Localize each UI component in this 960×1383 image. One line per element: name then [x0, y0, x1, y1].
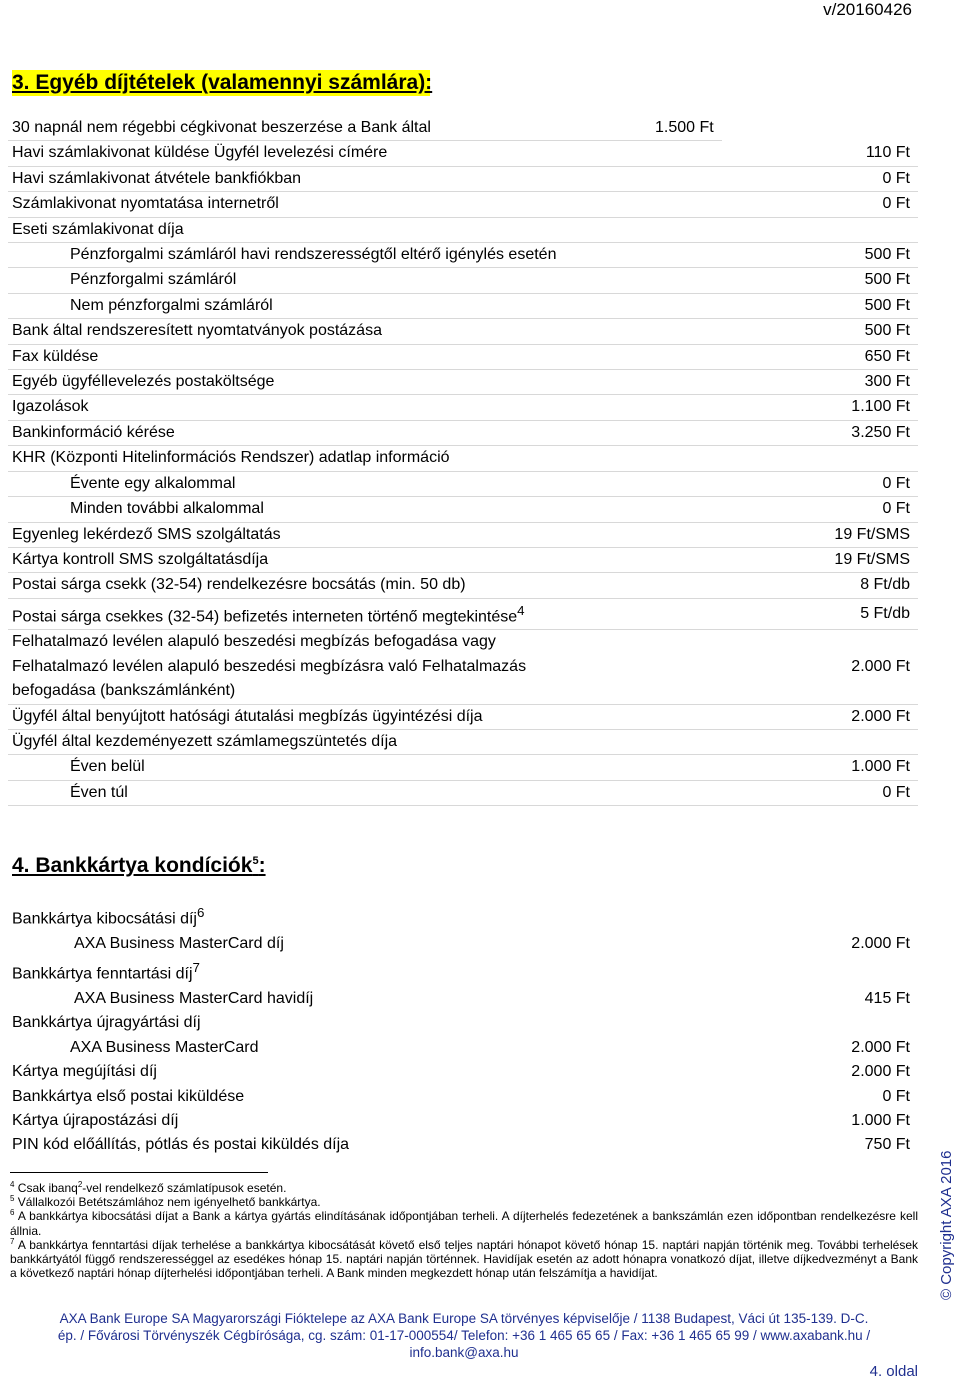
- fee-label: Egyéb ügyféllevelezés postaköltsége: [8, 370, 722, 395]
- fee-value: 110 Ft: [722, 141, 918, 166]
- fee-value: 2.000 Ft: [722, 704, 918, 729]
- fee-value: [722, 730, 918, 755]
- table-row: [8, 344, 918, 369]
- fee-value: 3.250 Ft: [722, 420, 918, 445]
- table-row: [8, 956, 918, 987]
- footnote: $^7$ A bankkártya fenntartási díjak terhelése a bankkártya kibocsátását követő első teljes naptári hónapot követő hónap 15. naptári napján történik meg. További terhelések bankkártyától függő rendszerességgel az esedékes hónap 15. naptári napján történnek. Havidíjak esetén az adott hónapra vonatkozó díjat, illetve díjkedvezményt a Bank a következő naptári hónap díjterhelési időpontjában terheli. A Bank minden megkezdett hónap után felszámítja a havidíjat.: [10, 1236, 919, 1281]
- fee-value: 0 Ft: [882, 1087, 910, 1105]
- fee-label: Minden további alkalommal: [8, 497, 722, 522]
- table-row: [8, 497, 918, 522]
- fee-label: Egyenleg lekérdező SMS szolgáltatás: [8, 522, 722, 547]
- table-row: [8, 1085, 918, 1109]
- copyright-notice: © Copyright AXA 2016: [938, 1150, 955, 1300]
- fee-label: AXA Business MasterCard díj: [74, 934, 284, 952]
- fee-label: KHR (Központi Hitelinformációs Rendszer) adatlap információ: [8, 446, 722, 471]
- fee-label: PIN kód előállítás, pótlás és postai kiküldés díja: [12, 1136, 350, 1154]
- fee-value: [786, 1011, 918, 1035]
- fee-label: Bank által rendszeresített nyomtatványok postázása: [8, 319, 722, 344]
- table-row: [8, 166, 918, 191]
- fee-value: 500 Ft: [722, 268, 918, 293]
- table-row: [8, 319, 918, 344]
- table-row: [8, 630, 918, 704]
- footer-line: AXA Bank Europe SA Magyarországi Fióktelepe az AXA Bank Europe SA törvényes képviselője / 1138 Budapest, Váci út 135-139. D-C.: [59, 1311, 869, 1326]
- fee-label: Pénzforgalmi számláról havi rendszerességtől eltérő igénylés esetén: [8, 243, 722, 268]
- fee-value: 0 Ft: [722, 497, 918, 522]
- page-footer: [10, 1310, 918, 1361]
- fee-value: [786, 901, 918, 932]
- fee-value: 650 Ft: [722, 344, 918, 369]
- table-row: [8, 987, 918, 1011]
- fee-label: Bankinformáció kérése: [8, 420, 722, 445]
- fee-value: 500 Ft: [722, 243, 918, 268]
- footnote-ref: 5: [252, 855, 259, 867]
- fee-value: 500 Ft: [722, 293, 918, 318]
- table-row: [8, 446, 918, 471]
- table-row: [8, 1060, 918, 1084]
- fee-value: 0 Ft: [722, 471, 918, 496]
- fee-label: Havi számlakivonat átvétele bankfiókban: [8, 166, 525, 191]
- fee-label: Postai sárga csekkes (32-54) befizetés interneten történő megtekintése$^4$: [8, 598, 722, 630]
- fee-value: 750 Ft: [864, 1136, 910, 1154]
- fee-label: Eseti számlakivonat díja: [8, 217, 722, 242]
- footer-line: ép. / Fővárosi Törvényszék Cégbírósága, cg. szám: 01-17-000554/ Telefon: +36 1 465 65 65 / Fax: +36 1 465 65 99 / www.axabank.hu /: [57, 1328, 871, 1343]
- fee-value: 19 Ft/SMS: [722, 547, 918, 572]
- fee-label: Kártya megújítási díj: [12, 1063, 157, 1081]
- table-row: [8, 471, 918, 496]
- fee-label: Bankkártya kibocsátási díj$^6$: [12, 905, 205, 928]
- table-row: [8, 573, 918, 598]
- table-row: [8, 192, 918, 217]
- fee-value: 0 Ft: [722, 166, 918, 191]
- fee-value: [722, 217, 918, 242]
- fee-label: Éven belül: [8, 755, 722, 780]
- table-row: [8, 395, 918, 420]
- fee-label: Postai sárga csekk (32-54) rendelkezésre bocsátás (min. 50 db): [8, 573, 722, 598]
- section4-card-table: [8, 901, 918, 1158]
- table-row: [8, 141, 918, 166]
- fee-label: Nem pénzforgalmi számláról: [8, 293, 722, 318]
- fee-label: Számlakivonat nyomtatása internetről: [8, 192, 525, 217]
- fee-label: AXA Business MasterCard: [70, 1038, 259, 1056]
- fee-value: 1.000 Ft: [722, 755, 918, 780]
- section4-title: 4. Bankkártya kondíciók$^5$:: [12, 854, 266, 877]
- fee-value: 1.500 Ft: [525, 116, 721, 141]
- footnote: $^6$ A bankkártya kibocsátási díjat a Bank a kártya gyártás elindításának időpontjában terheli. A díjterhelés fedezetének a bankszámlán ezen időpontban rendelkezésre kell állnia.: [10, 1208, 919, 1238]
- footnote-ref: 4: [517, 602, 525, 618]
- footnote: $^4$ Csak ibanq$^2$-vel rendelkező számlatípusok esetén.: [10, 1180, 287, 1195]
- table-row: [8, 1133, 918, 1157]
- fee-value: 2.000 Ft: [851, 1038, 910, 1056]
- table-row: [8, 932, 918, 956]
- footnote: $^5$ Vállalkozói Betétszámlához nem igényelhető bankkártya.: [10, 1194, 321, 1210]
- fee-value: [786, 956, 918, 987]
- fee-label: Kártya kontroll SMS szolgáltatásdíja: [8, 547, 722, 572]
- section3-title: 3. Egyéb díjtételek (valamennyi számlára):: [12, 71, 433, 94]
- fee-value: 1.100 Ft: [722, 395, 918, 420]
- table-row: [8, 1011, 918, 1035]
- fee-label: Igazolások: [8, 395, 722, 420]
- table-row: [8, 116, 918, 141]
- fee-label: Éven túl: [8, 780, 722, 805]
- fee-label: Évente egy alkalommal: [8, 471, 722, 496]
- fee-value: 0 Ft: [722, 780, 918, 805]
- footnotes: [10, 1181, 918, 1280]
- table-row: [8, 1109, 918, 1133]
- table-row: [8, 217, 918, 242]
- table-row: [8, 420, 918, 445]
- fee-label: Felhatalmazó levélen alapuló beszedési megbízás befogadása vagy Felhatalmazó levélen alapuló beszedési megbízásra való Felhatalmazás befogadása (bankszámlánként): [8, 630, 722, 704]
- table-row: [8, 730, 918, 755]
- table-row: [8, 704, 918, 729]
- fee-label: AXA Business MasterCard havidíj: [74, 989, 314, 1007]
- fee-label: Havi számlakivonat küldése Ügyfél levelezési címére: [8, 141, 525, 166]
- fee-label: Pénzforgalmi számláról: [8, 268, 722, 293]
- fee-label: Ügyfél által kezdeményezett számlamegszüntetés díja: [8, 730, 722, 755]
- fee-label: Bankkártya fenntartási díj$^7$: [12, 960, 200, 983]
- fee-label: Bankkártya első postai kiküldése: [12, 1087, 245, 1105]
- fee-label: Fax küldése: [8, 344, 722, 369]
- fee-value: 8 Ft/db: [722, 573, 918, 598]
- table-row: [8, 370, 918, 395]
- table-row: [8, 268, 918, 293]
- fee-label: Kártya újrapostázási díj: [12, 1111, 179, 1129]
- table-row: [8, 1036, 918, 1060]
- fee-value: 1.000 Ft: [851, 1111, 910, 1129]
- fee-value: 415 Ft: [864, 989, 910, 1007]
- fee-label: Bankkártya újragyártási díj: [12, 1014, 201, 1032]
- fee-value: 2.000 Ft: [851, 934, 910, 952]
- fee-value: 5 Ft/db: [722, 598, 918, 630]
- footnote-ref: 6: [196, 905, 205, 920]
- footnote-separator: [10, 1172, 268, 1173]
- table-row: [8, 755, 918, 780]
- page-number: 4. oldal: [869, 1363, 918, 1380]
- fee-value: 19 Ft/SMS: [722, 522, 918, 547]
- footnote-ref: 7: [192, 960, 200, 976]
- table-row: [8, 901, 918, 932]
- fee-label: Ügyfél által benyújtott hatósági átutalási megbízás ügyintézési díja: [8, 704, 722, 729]
- table-row: [8, 522, 918, 547]
- fee-value: 0 Ft: [722, 192, 918, 217]
- table-row: [8, 293, 918, 318]
- section3-fee-table: [8, 116, 918, 806]
- table-row: [8, 598, 918, 630]
- fee-value: 2.000 Ft: [851, 1063, 910, 1081]
- fee-label: 30 napnál nem régebbi cégkivonat beszerzése a Bank által: [8, 116, 525, 141]
- fee-value: [722, 446, 918, 471]
- fee-value: 300 Ft: [722, 370, 918, 395]
- fee-value: 2.000 Ft: [722, 630, 918, 704]
- footer-email: info.bank@axa.hu: [409, 1345, 519, 1360]
- table-row: [8, 243, 918, 268]
- table-row: [8, 780, 918, 805]
- table-row: [8, 547, 918, 572]
- fee-value: 500 Ft: [722, 319, 918, 344]
- version-label: v/20160426: [823, 0, 912, 19]
